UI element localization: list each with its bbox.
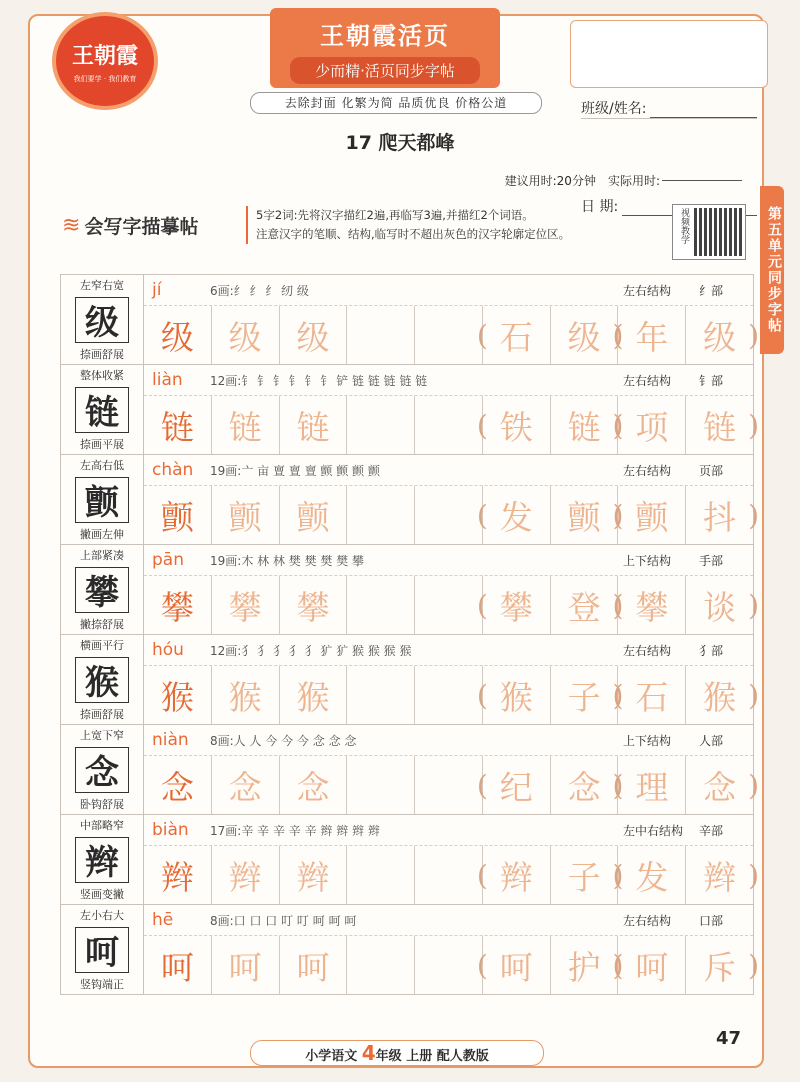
practice-box[interactable]: 念 [160,767,194,807]
model-char: 级 [75,297,129,343]
practice-box[interactable] [414,486,482,544]
practice-box[interactable]: 猴 [279,666,347,724]
model-char: 念 [75,747,129,793]
footer-edition [250,1040,544,1066]
practice-boxes [144,396,753,454]
practice-box[interactable]: 链 ) [550,396,618,454]
model-char: 链 [75,387,129,433]
pinyin: pān [152,550,184,570]
model-cell [61,545,144,634]
practice-box[interactable]: 辫 [211,846,279,904]
practice-box[interactable] [414,576,482,634]
banner-subtitle: 少而精·活页同步字帖 [290,57,480,84]
section-instructions [246,206,676,244]
char-row [61,905,753,994]
practice-area [144,635,753,724]
practice-box[interactable]: ( 发 [482,486,550,544]
suggested-time: 建议用时:20分钟 [504,174,596,188]
class-name-label: 班级/姓名: [581,101,647,117]
model-char: 猴 [75,657,129,703]
instruction-line: 5字2词:先将汉字描红2遍,再临写3遍,并描红2个词语。 [256,208,534,222]
char-info [144,905,753,936]
practice-box[interactable]: 念 [279,756,347,814]
page-number: 47 [716,1028,742,1049]
pinyin: jí [152,280,162,300]
practice-box[interactable] [346,306,414,364]
practice-boxes [144,306,753,364]
class-name-row [581,29,757,119]
char-row [61,545,753,635]
practice-area [144,455,753,544]
hint-bottom: 卧钩舒展 [80,798,124,811]
video-qr-code[interactable] [672,204,746,260]
practice-box[interactable]: ( 攀 [617,576,685,634]
stroke-order: 6画:纟 纟 纟 纫 级 [210,283,309,298]
unit-side-tab: 第五单元同步字帖 [760,186,784,354]
practice-box[interactable]: ( 发 [617,846,685,904]
actual-time-field[interactable] [662,180,742,181]
pinyin: liàn [152,370,183,390]
practice-box[interactable]: 攀 [279,576,347,634]
model-cell [61,725,144,814]
practice-box[interactable]: ( 理 [617,756,685,814]
logo-text: 王朝霞 [71,42,138,69]
practice-box[interactable] [414,306,482,364]
practice-box[interactable] [414,846,482,904]
practice-boxes [144,936,753,994]
model-char: 颤 [75,477,129,523]
model-char: 呵 [75,927,129,973]
practice-box[interactable]: 链 [160,407,194,447]
practice-box[interactable] [414,936,482,994]
practice-box[interactable]: 抖 ) [685,486,753,544]
practice-box[interactable]: 级 [279,306,347,364]
practice-box[interactable]: 斥 ) [685,936,753,994]
practice-box[interactable]: 呵 [279,936,347,994]
practice-box[interactable] [346,756,414,814]
practice-box[interactable]: 级 ) [550,306,618,364]
wave-icon: ≋ [62,213,81,238]
practice-boxes [144,666,753,724]
practice-box[interactable]: ( 纪 [482,756,550,814]
structure: 左中右结构 [623,823,684,838]
radical: 手部 [699,553,724,568]
practice-box[interactable] [346,576,414,634]
practice-box[interactable] [346,666,414,724]
practice-boxes [144,846,753,904]
hint-top: 左窄右宽 [80,279,124,292]
practice-box[interactable]: 辫 [279,846,347,904]
practice-box[interactable]: 子 ) [550,666,618,724]
footer-grade-unit: 年级 [375,1049,402,1064]
stroke-order: 19画:亠 亩 亶 亶 亶 颤 颤 颤 颤 [210,463,380,478]
practice-box[interactable] [346,486,414,544]
char-info [144,545,753,576]
structure: 左右结构 [623,373,672,388]
radical: 辛部 [699,823,724,838]
structure: 左右结构 [623,913,672,928]
hint-bottom: 竖画变撇 [80,888,124,901]
structure: 左右结构 [623,283,672,298]
practice-box[interactable]: 链 [211,396,279,454]
pinyin: chàn [152,460,194,480]
structure: 上下结构 [623,553,672,568]
model-cell [61,455,144,544]
section-title: 会写字描摹帖 [84,216,199,238]
practice-box[interactable]: ( 颤 [617,486,685,544]
logo-subtext: 我们要学 · 我们教育 [73,74,137,83]
practice-box[interactable]: ( 石 [482,306,550,364]
radical: 人部 [699,733,724,748]
hint-top: 左高右低 [80,459,124,472]
practice-box[interactable] [346,396,414,454]
slogan: 去除封面 化繁为简 品质优良 价格公道 [250,92,542,114]
char-row [61,815,753,905]
practice-box[interactable]: 颤 [279,486,347,544]
brand-logo [56,16,154,106]
practice-box[interactable]: 攀 [160,587,194,627]
practice-box[interactable]: 猴 [160,677,194,717]
practice-area [144,365,753,454]
char-info [144,365,753,396]
practice-box[interactable]: 呵 [211,936,279,994]
footer-subject: 小学语文 [305,1049,358,1064]
char-info [144,725,753,756]
practice-box[interactable]: ( 呵 [482,936,550,994]
practice-area [144,725,753,814]
pinyin: hóu [152,640,184,660]
title-banner [270,8,500,88]
practice-box[interactable]: 念 [211,756,279,814]
char-row [61,455,753,545]
practice-box[interactable] [414,666,482,724]
date-label: 日 期: [581,199,619,215]
practice-box[interactable]: 攀 [211,576,279,634]
practice-box[interactable]: 链 ) [685,396,753,454]
char-row [61,275,753,365]
practice-box[interactable]: 念 ) [685,756,753,814]
hint-top: 中部略窄 [80,819,124,832]
practice-box[interactable]: 谈 ) [685,576,753,634]
hint-top: 左小右大 [80,909,124,922]
class-name-field[interactable] [650,103,757,118]
practice-grid [60,274,754,995]
char-info [144,275,753,306]
structure: 左右结构 [623,463,672,478]
stroke-order: 12画:钅 钅 钅 钅 钅 钅 铲 链 链 链 链 链 [210,373,428,388]
pinyin: biàn [152,820,189,840]
model-char: 攀 [75,567,129,613]
practice-box[interactable]: ( 项 [617,396,685,454]
char-row [61,635,753,725]
practice-box[interactable]: 辫 ) [685,846,753,904]
structure: 左右结构 [623,643,672,658]
footer-grade: 4 [361,1041,376,1065]
hint-top: 上宽下窄 [80,729,124,742]
instruction-line: 注意汉字的笔顺、结构,临写时不超出灰色的汉字轮廓定位区。 [256,227,571,241]
radical: 页部 [699,463,724,478]
lesson-title: 17 爬天都峰 [345,132,455,154]
practice-box[interactable]: 链 [279,396,347,454]
practice-box[interactable]: 级 [160,317,194,357]
practice-box[interactable]: 颤 [160,497,194,537]
pinyin: niàn [152,730,189,750]
practice-box[interactable]: ( 石 [617,666,685,724]
char-info [144,815,753,846]
model-cell [61,635,144,724]
practice-box[interactable]: 级 [211,306,279,364]
footer-term: 上册 [406,1049,433,1064]
banner-title: 王朝霞活页 [320,22,450,50]
practice-area [144,275,753,364]
practice-box[interactable]: 颤 ) [550,486,618,544]
practice-box[interactable] [346,936,414,994]
practice-area [144,545,753,634]
hint-top: 整体收紧 [80,369,124,382]
stroke-order: 8画:口 口 口 叮 叮 呵 呵 呵 [210,913,357,928]
practice-box[interactable]: 念 ) [550,756,618,814]
hint-bottom: 捺画舒展 [80,348,124,361]
radical: 犭部 [699,643,724,658]
practice-box[interactable]: 呵 [160,947,194,987]
practice-box[interactable]: ( 辫 [482,846,550,904]
practice-box[interactable] [346,846,414,904]
stroke-order: 12画:犭 犭 犭 犭 犭 犷 犷 猴 猴 猴 猴 [210,643,412,658]
footer-edition-text: 配人教版 [436,1049,489,1064]
practice-box[interactable]: 猴 ) [685,666,753,724]
practice-box[interactable]: 辫 [160,857,194,897]
hint-top: 横画平行 [80,639,124,652]
practice-box[interactable] [414,396,482,454]
stroke-order: 8画:人 人 今 今 今 念 念 念 [210,733,357,748]
char-row [61,365,753,455]
model-cell [61,365,144,454]
qr-code-icon [694,208,742,256]
practice-area [144,815,753,904]
practice-box[interactable]: ( 年 [617,306,685,364]
practice-box[interactable]: 护 ) [550,936,618,994]
practice-boxes [144,486,753,544]
char-info [144,455,753,486]
radical: 钅部 [699,373,724,388]
time-bar [505,172,742,189]
practice-boxes [144,756,753,814]
model-cell [61,275,144,364]
practice-box[interactable]: 级 ) [685,306,753,364]
radical: 口部 [699,913,724,928]
model-cell [61,815,144,904]
hint-bottom: 撇捺舒展 [80,618,124,631]
practice-box[interactable] [414,756,482,814]
hint-bottom: 竖钩端正 [80,978,124,991]
char-info [144,635,753,666]
structure: 上下结构 [623,733,672,748]
practice-area [144,905,753,994]
practice-box[interactable]: ( 铁 [482,396,550,454]
qr-label: 视频教学 [679,208,689,244]
practice-box[interactable]: 颤 [211,486,279,544]
radical: 纟部 [699,283,724,298]
practice-box[interactable]: 猴 [211,666,279,724]
practice-box[interactable]: ( 猴 [482,666,550,724]
practice-box[interactable]: ( 呵 [617,936,685,994]
actual-time-label: 实际用时: [607,174,660,188]
model-char: 辫 [75,837,129,883]
hint-bottom: 撇画左伸 [80,528,124,541]
hint-bottom: 捺画舒展 [80,708,124,721]
char-row [61,725,753,815]
hint-top: 上部紧凑 [80,549,124,562]
stroke-order: 19画:木 林 林 樊 樊 樊 樊 攀 [210,553,365,568]
hint-bottom: 捺画平展 [80,438,124,451]
practice-box[interactable]: ( 攀 [482,576,550,634]
practice-box[interactable]: 登 ) [550,576,618,634]
practice-boxes [144,576,753,634]
stroke-order: 17画:辛 辛 辛 辛 辛 辫 辫 辫 辫 [210,823,380,838]
section-header [62,212,198,239]
pinyin: hē [152,910,174,930]
practice-box[interactable]: 子 ) [550,846,618,904]
model-cell [61,905,144,994]
